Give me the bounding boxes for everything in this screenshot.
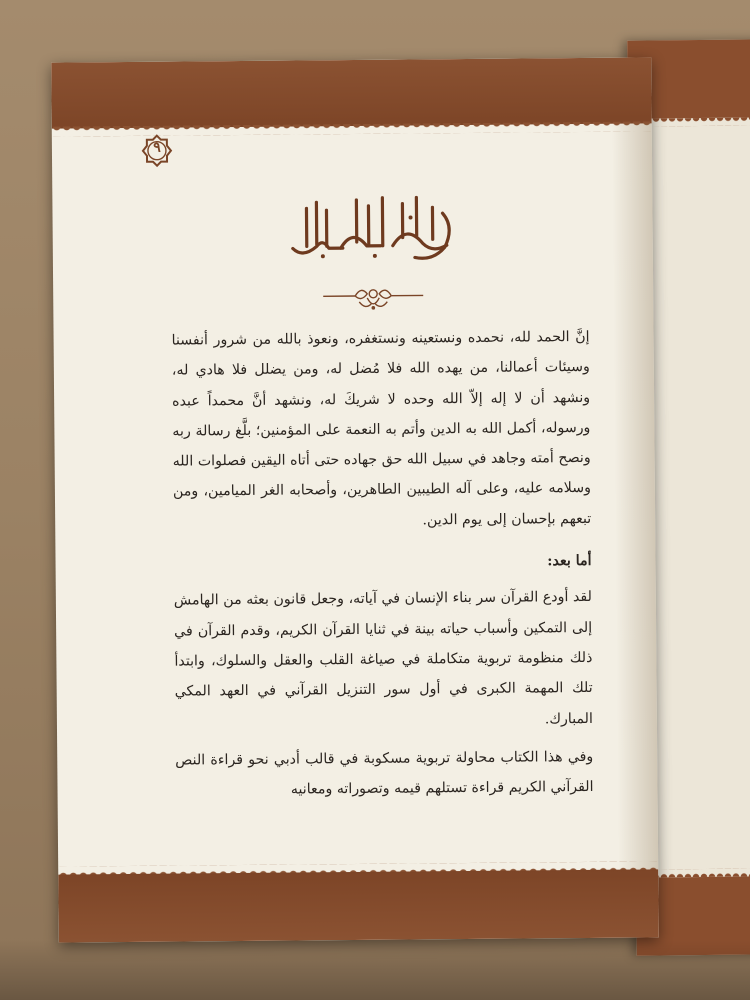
- second-paragraph: لقد أودع القرآن سر بناء الإنسان في آياته، وجعل قانون بعثه من الهامش إلى التمكين وأسباب حياته بينة في ثنايا القرآن الكريم، وقدم القرآن في ذلك منظومة تربوية متكاملة في صياغة القلب والعقل والسلوك، وابتدأ تلك المهمة الكبرى في أول سور التنزيل القرآني في العهد المكي المبارك.: [173, 589, 593, 727]
- ornament-flourish-icon: [321, 283, 425, 314]
- book-page: [51, 57, 659, 942]
- section-heading: أما بعد:: [547, 553, 592, 570]
- basmala-calligraphy-icon: [282, 187, 463, 269]
- page-number-badge: [140, 134, 174, 168]
- page-number: ٩: [153, 139, 161, 156]
- third-paragraph: وفي هذا الكتاب محاولة تربوية مسكوبة في قالب أدبي نحو قراءة النص القرآني الكريم قراءة تستلهم قيمه وتصوراته ومعانيه: [175, 748, 594, 798]
- page-gutter-shadow: [612, 123, 659, 869]
- table-shadow: [0, 940, 750, 1000]
- bottom-decorative-band: [58, 869, 659, 942]
- top-decorative-band: [51, 57, 652, 128]
- opening-paragraph: إنَّ الحمد لله، نحمده ونستعينه ونستغفره، ونعوذ بالله من شرور أنفسنا وسيئات أعمالنا، من يهده الله فلا مُضل له، ومن يضلل فلا هادي له، ونشهد أن لا إله إلاّ الله وحده لا شريكَ له، ونشهد أنَّ محمداً عبده ورسوله، أكمل الله به الدين وأتم به النعمة على المؤمنين؛ بلَّغ رسالة ربه ونصح أمته وجاهد في سبيل الله حق جهاده حتى أتاه اليقين فصلوات الله وسلامه عليه، وعلى آله الطيبين الطاهرين، وأصحابه الغر الميامين، ومن تبعهم بإحسان إلى يوم الدين.: [171, 328, 592, 529]
- basmala-calligraphy: [282, 187, 463, 269]
- body-text: [171, 322, 593, 806]
- divider-ornament: [321, 283, 425, 314]
